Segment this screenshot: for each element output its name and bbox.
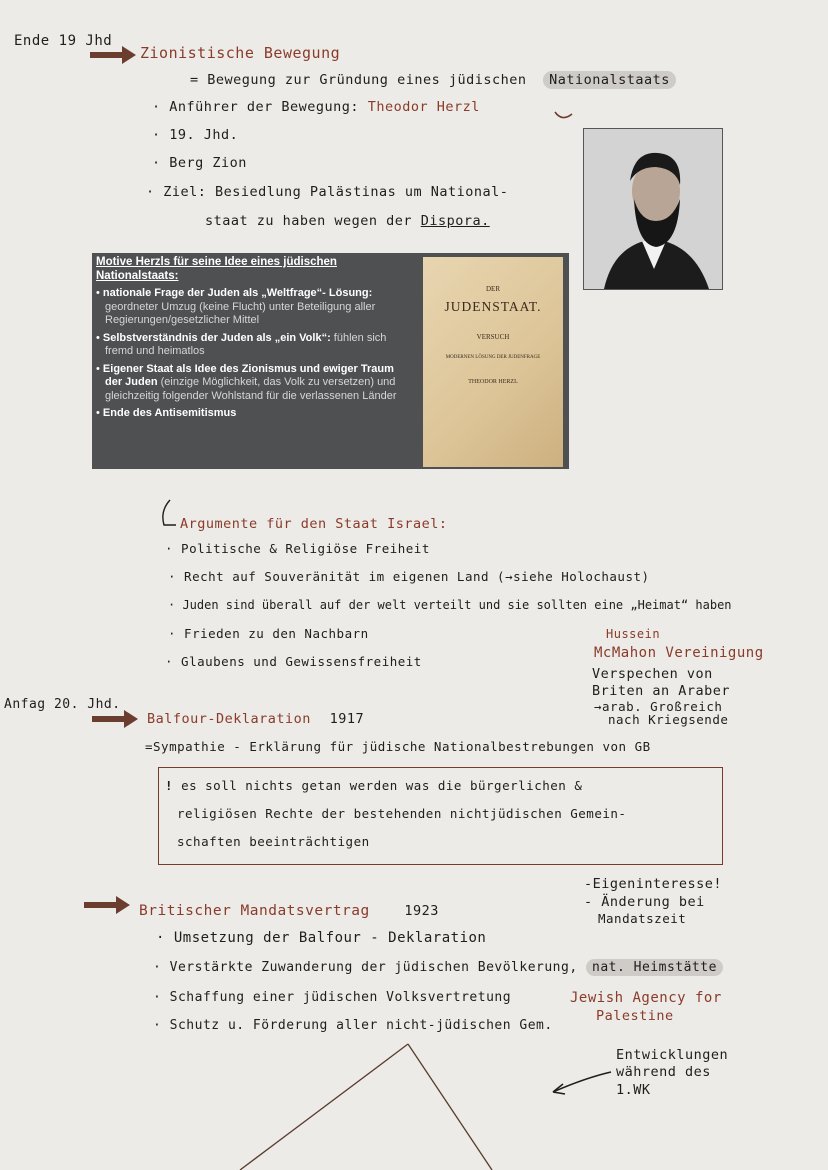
leader-name: Theodor Herzl <box>367 99 480 115</box>
highlight-heimstaette: nat. Heimstätte <box>586 959 723 976</box>
book-line-3: VERSUCH <box>476 333 510 341</box>
argument-item-3: · Juden sind überall auf der welt verteilt und sie sollten eine „Heimat“ haben <box>168 598 732 612</box>
mandate-item-2-text: · Verstärkte Zuwanderung der jüdischen Bevölkerung, <box>153 960 578 975</box>
side-note-mandate-time: Mandatszeit <box>598 911 687 926</box>
mandate-item-2 <box>153 960 723 975</box>
mandate-item-1: · Umsetzung der Balfour - Deklaration <box>156 930 487 946</box>
box-line-3: schaften beeinträchtigen <box>177 834 370 849</box>
list-item: • Selbstverständnis der Juden als „ein Volk“: fühlen sich fremd und heimatlos <box>96 331 387 357</box>
balfour-definition: =Sympathie - Erklärung für jüdische Nationalbestrebungen von GB <box>145 739 651 754</box>
goal-line-2 <box>205 213 490 229</box>
side-note-mcmahon: McMahon Vereinigung <box>594 645 764 661</box>
judenstaat-book-cover <box>423 257 563 467</box>
side-note-self-interest: -Eigeninteresse! <box>584 876 723 892</box>
right-arrow-icon <box>88 44 138 66</box>
balfour-restriction-box <box>158 767 723 865</box>
exclamation-icon: ! <box>165 778 174 793</box>
list-item: • nationale Frage der Juden als „Weltfrage“- Lösung: geordneter Umzug (keine Flucht) unter Beteiligung aller Regierungen/gesetzlicher Mittel <box>96 287 376 326</box>
heading-zionism: Zionistische Bewegung <box>140 44 341 62</box>
bullet-century: · 19. Jhd. <box>152 127 239 143</box>
side-note-during: während des <box>616 1064 711 1080</box>
balfour-year: 1917 <box>329 711 365 727</box>
jewish-agency-line-2: Palestine <box>596 1008 674 1024</box>
leader-line <box>152 99 480 115</box>
side-note-line-4: Briten an Araber <box>592 683 731 699</box>
box-line-1-text: es soll nichts getan werden was die bürgerlichen & <box>181 778 583 793</box>
infobox-title: Motive Herzls für seine Idee eines jüdischen Nationalstaats: <box>96 256 337 282</box>
goal-line-2-text: staat zu haben wegen der <box>205 213 413 229</box>
argument-item-5: · Glaubens und Gewissensfreiheit <box>165 654 422 669</box>
definition-line <box>190 72 676 88</box>
diverging-lines <box>230 1040 500 1170</box>
highlight-nationalstaat: Nationalstaats <box>543 71 676 89</box>
period-label-1: Ende 19 Jhd <box>14 33 113 49</box>
mandate-item-3: · Schaffung einer jüdischen Volksvertretung <box>153 990 512 1005</box>
bullet-mountain: · Berg Zion <box>152 155 247 171</box>
side-note-change: - Änderung bei <box>584 894 705 910</box>
curved-down-arrow-icon <box>156 497 180 531</box>
box-line-1 <box>165 778 582 793</box>
side-note-line-6: nach Kriegsende <box>608 712 729 727</box>
argument-item-1: · Politische & Religiöse Freiheit <box>165 541 430 556</box>
side-note-developments: Entwicklungen <box>616 1047 729 1063</box>
side-note-line-5: →arab. Großreich <box>594 699 723 714</box>
left-arrow-icon <box>545 1068 615 1098</box>
goal-line-1: · Ziel: Besiedlung Palästinas um National- <box>146 184 509 200</box>
side-note-ww1: 1.WK <box>616 1082 651 1098</box>
period-label-2: Anfag 20. Jhd. <box>4 697 121 712</box>
list-item: • Ende des Antisemitismus <box>96 407 237 419</box>
book-title: JUDENSTAAT. <box>444 299 542 314</box>
mandate-heading-line <box>139 903 439 919</box>
jewish-agency-line-1: Jewish Agency for <box>570 990 722 1006</box>
mandate-item-4: · Schutz u. Förderung aller nicht-jüdischen Gem. <box>153 1018 553 1033</box>
down-right-arrow-icon <box>552 108 576 126</box>
argument-item-4: · Frieden zu den Nachbarn <box>168 626 369 641</box>
mandate-year: 1923 <box>404 903 439 919</box>
argument-item-2: · Recht auf Souveränität im eigenen Land (→siehe Holochaust) <box>168 569 650 584</box>
leader-label: · Anführer der Bewegung: <box>152 99 360 115</box>
right-arrow-icon <box>90 708 140 730</box>
box-line-2: religiösen Rechte der bestehenden nichtjüdischen Gemein- <box>177 806 627 821</box>
side-note-hussein: Hussein <box>606 627 661 641</box>
motives-list <box>92 287 408 425</box>
heading-balfour: Balfour-Deklaration <box>147 711 311 727</box>
herzl-portrait <box>583 128 723 290</box>
side-note-line-3: Verspechen von <box>592 666 713 682</box>
balfour-heading-line <box>147 711 364 727</box>
motives-info-box <box>92 253 569 469</box>
book-line-1: DER <box>486 285 500 293</box>
definition-text: = Bewegung zur Gründung eines jüdischen <box>190 72 527 88</box>
right-arrow-icon <box>82 894 132 916</box>
goal-underlined-word: Dispora. <box>420 213 490 229</box>
book-author: THEODOR HERZL <box>468 379 518 385</box>
heading-arguments: Argumente für den Staat Israel: <box>180 516 448 532</box>
list-item: • Eigener Staat als Idee des Zionismus und ewiger Traum der Juden (einzige Möglichkeit, das Volk zu versetzen) und gleichzeitig folgender Wohlstand für die verlassenen Länder <box>96 362 397 402</box>
heading-mandate: Britischer Mandatsvertrag <box>139 903 370 919</box>
book-line-4: MODERNEN LÖSUNG DER JUDENFRAGE <box>445 355 541 360</box>
